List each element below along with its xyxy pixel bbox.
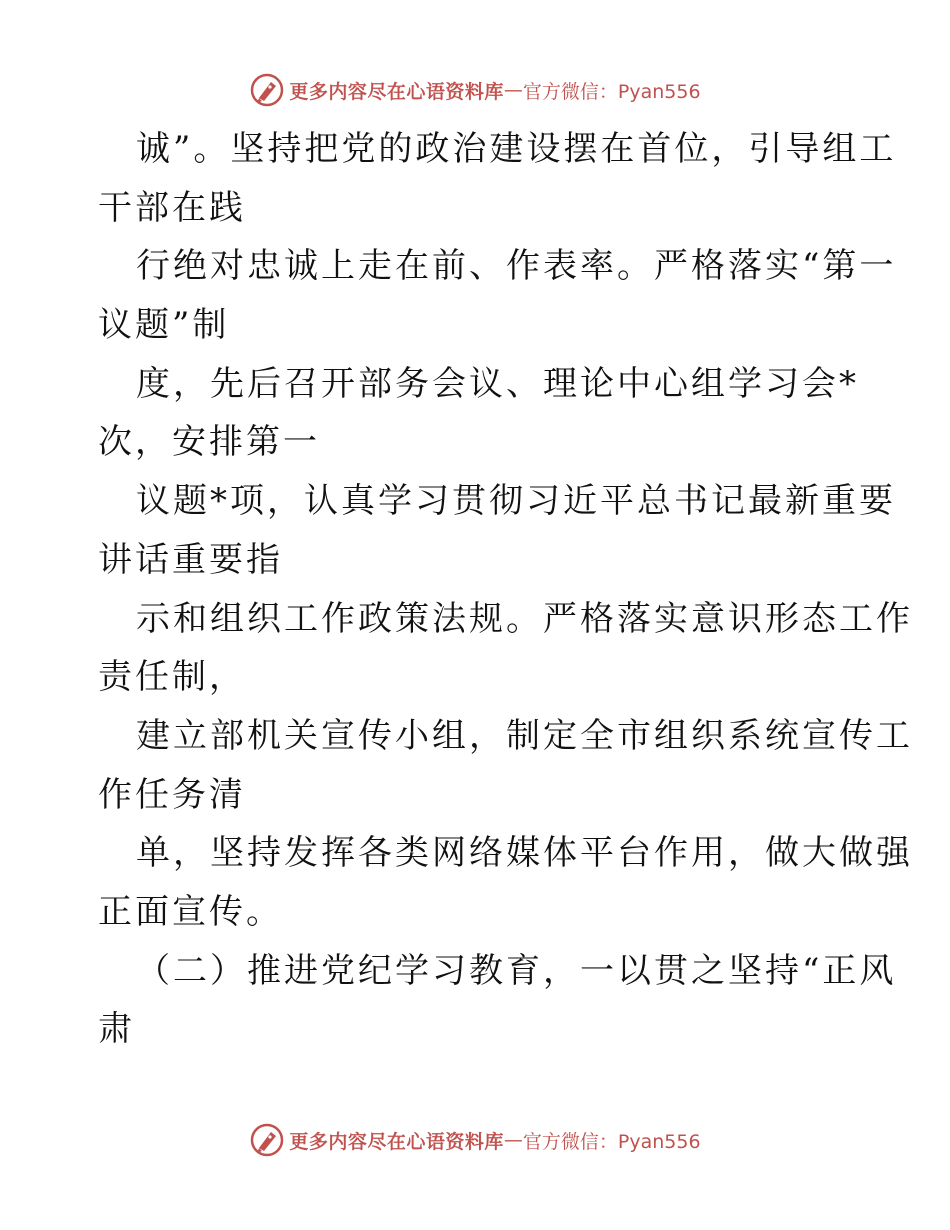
text-line: 示和组织工作政策法规。严格落实意识形态工作	[136, 598, 913, 639]
banner-dash: —	[503, 1129, 523, 1151]
text-line: 作任务清	[98, 774, 246, 815]
text-line: 度，先后召开部务会议、理论中心组学习会*	[136, 363, 859, 404]
text-line: 次，安排第一	[98, 422, 320, 463]
banner-wechat: 官方微信：Pyan556	[522, 1130, 701, 1153]
text-line: 正面宣传。	[98, 891, 283, 932]
header-banner	[0, 70, 950, 110]
text-line: 肃	[98, 1009, 135, 1050]
text-line: 干部在践	[98, 187, 246, 228]
text-line: 诚”。坚持把党的政治建设摆在首位，引导组工	[136, 129, 897, 169]
text-line: （二）推进党纪学习教育，一以贯之坚持“正风	[136, 950, 897, 991]
banner-dash: —	[503, 79, 523, 101]
text-line: 单，坚持发挥各类网络媒体平台作用，做大做强	[136, 833, 913, 874]
pen-nib-circle-icon	[249, 72, 285, 108]
document-body	[98, 120, 913, 1059]
text-line: 议题”制	[98, 305, 230, 346]
text-line: 责任制，	[98, 657, 246, 698]
banner-wechat: 官方微信：Pyan556	[522, 80, 701, 103]
banner-text: 更多内容尽在心语资料库	[289, 80, 504, 103]
text-line: 建立部机关宣传小组，制定全市组织系统宣传工	[136, 715, 913, 756]
text-line: 行绝对忠诚上走在前、作表率。严格落实“第一	[136, 246, 897, 287]
text-line: 议题*项，认真学习贯彻习近平总书记最新重要	[136, 481, 896, 522]
footer-banner	[0, 1120, 950, 1160]
banner-text: 更多内容尽在心语资料库	[289, 1130, 504, 1153]
text-line: 讲话重要指	[98, 539, 283, 580]
pen-nib-circle-icon	[249, 1122, 285, 1158]
